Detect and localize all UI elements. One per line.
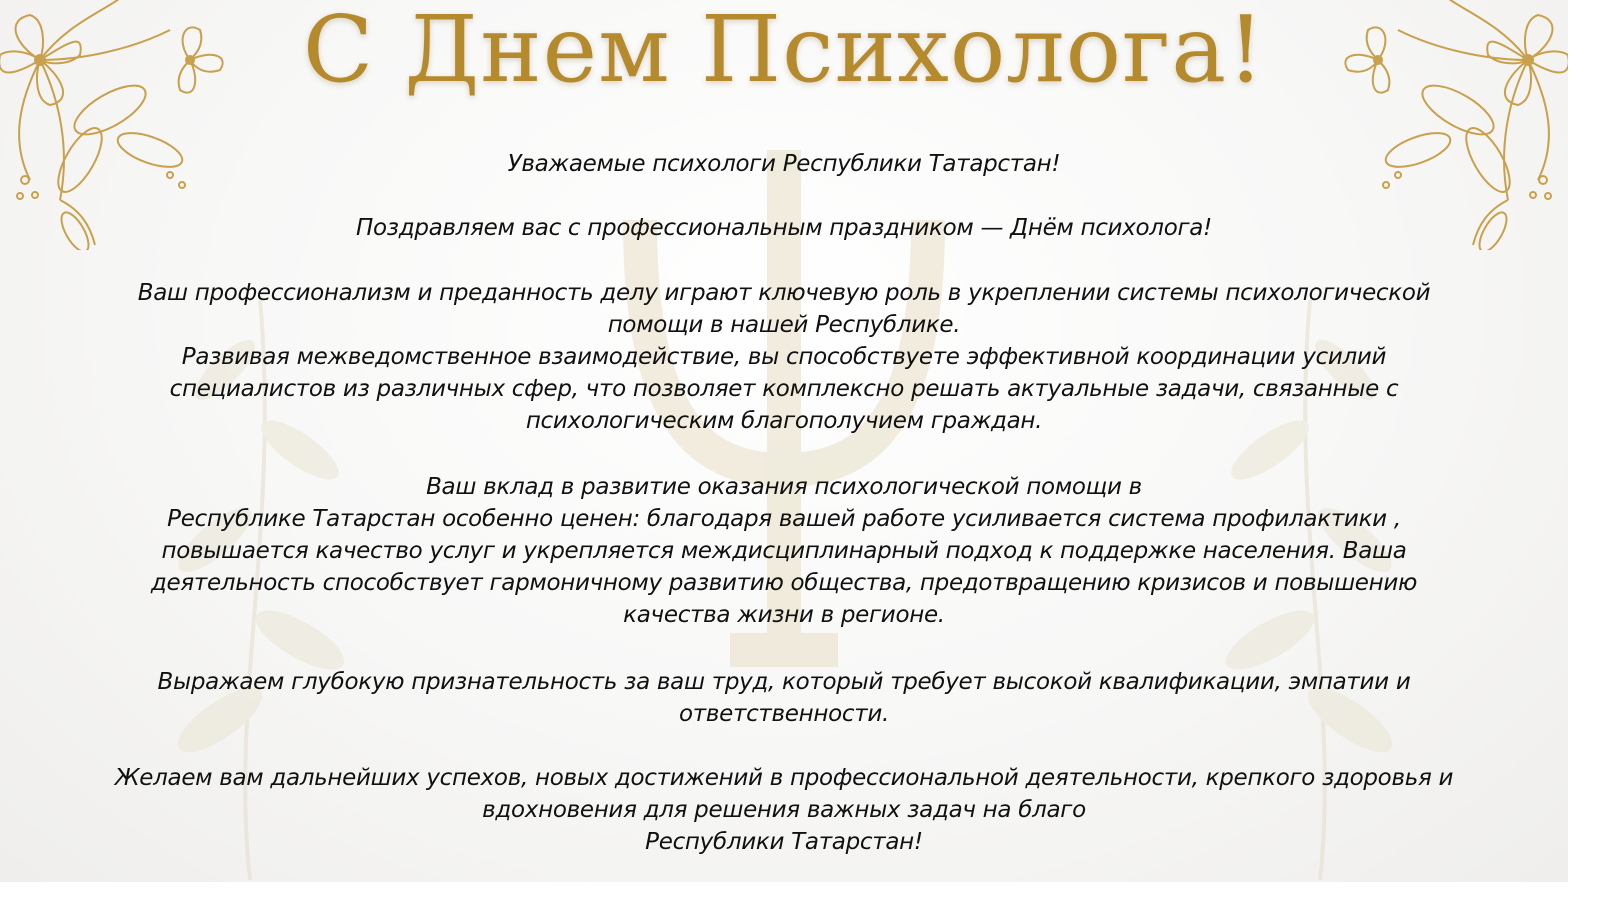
paragraph-professionalism — [30, 277, 1538, 437]
paragraph-line: Ваш вклад в развитие оказания психологической помощи в — [426, 474, 1142, 500]
congrats-line — [30, 212, 1538, 244]
paragraph-line: Развивая межведомственное взаимодействие, вы способствуете эффективной координации усилий — [181, 344, 1387, 370]
paragraph-line: Ваш профессионализм и преданность делу играют ключевую роль в укреплении системы психологической — [137, 280, 1431, 306]
paragraph-line: ответственности. — [679, 701, 889, 727]
paragraph-line: Выражаем глубокую признательность за ваш труд, который требует высокой квалификации, эмпатии и — [157, 669, 1411, 695]
paragraph-line: Желаем вам дальнейших успехов, новых достижений в профессиональной деятельности, крепкого здоровья и — [114, 765, 1454, 791]
paragraph-line: специалистов из различных сфер, что позволяет комплексно решать актуальные задачи, связанные с — [169, 376, 1399, 402]
paragraph-line: качества жизни в регионе. — [623, 602, 945, 628]
paragraph-line: помощи в нашей Республике. — [607, 312, 961, 338]
paragraph-wishes — [30, 762, 1538, 858]
paragraph-line: деятельность способствует гармоничному развитию общества, предотвращению кризисов и повышению — [150, 570, 1418, 596]
paragraph-line: психологическим благополучием граждан. — [525, 408, 1043, 434]
paragraph-line: Республике Татарстан особенно ценен: благодаря вашей работе усиливается система профилактики , — [167, 506, 1401, 532]
paragraph-contribution — [30, 471, 1538, 631]
paragraph-line: Республики Татарстан! — [645, 829, 923, 855]
congrats-text: Поздравляем вас с профессиональным праздником — Днём психолога! — [356, 215, 1212, 241]
card-title: С Днем Психолога! — [302, 0, 1266, 103]
paragraph-line: повышается качество услуг и укрепляется междисциплинарный подход к поддержке населения. Ваша — [161, 538, 1407, 564]
paragraph-line: вдохновения для решения важных задач на благо — [482, 797, 1086, 823]
greeting-line — [30, 148, 1538, 180]
paragraph-gratitude — [30, 666, 1538, 730]
greeting-text: Уважаемые психологи Республики Татарстан! — [507, 151, 1061, 177]
